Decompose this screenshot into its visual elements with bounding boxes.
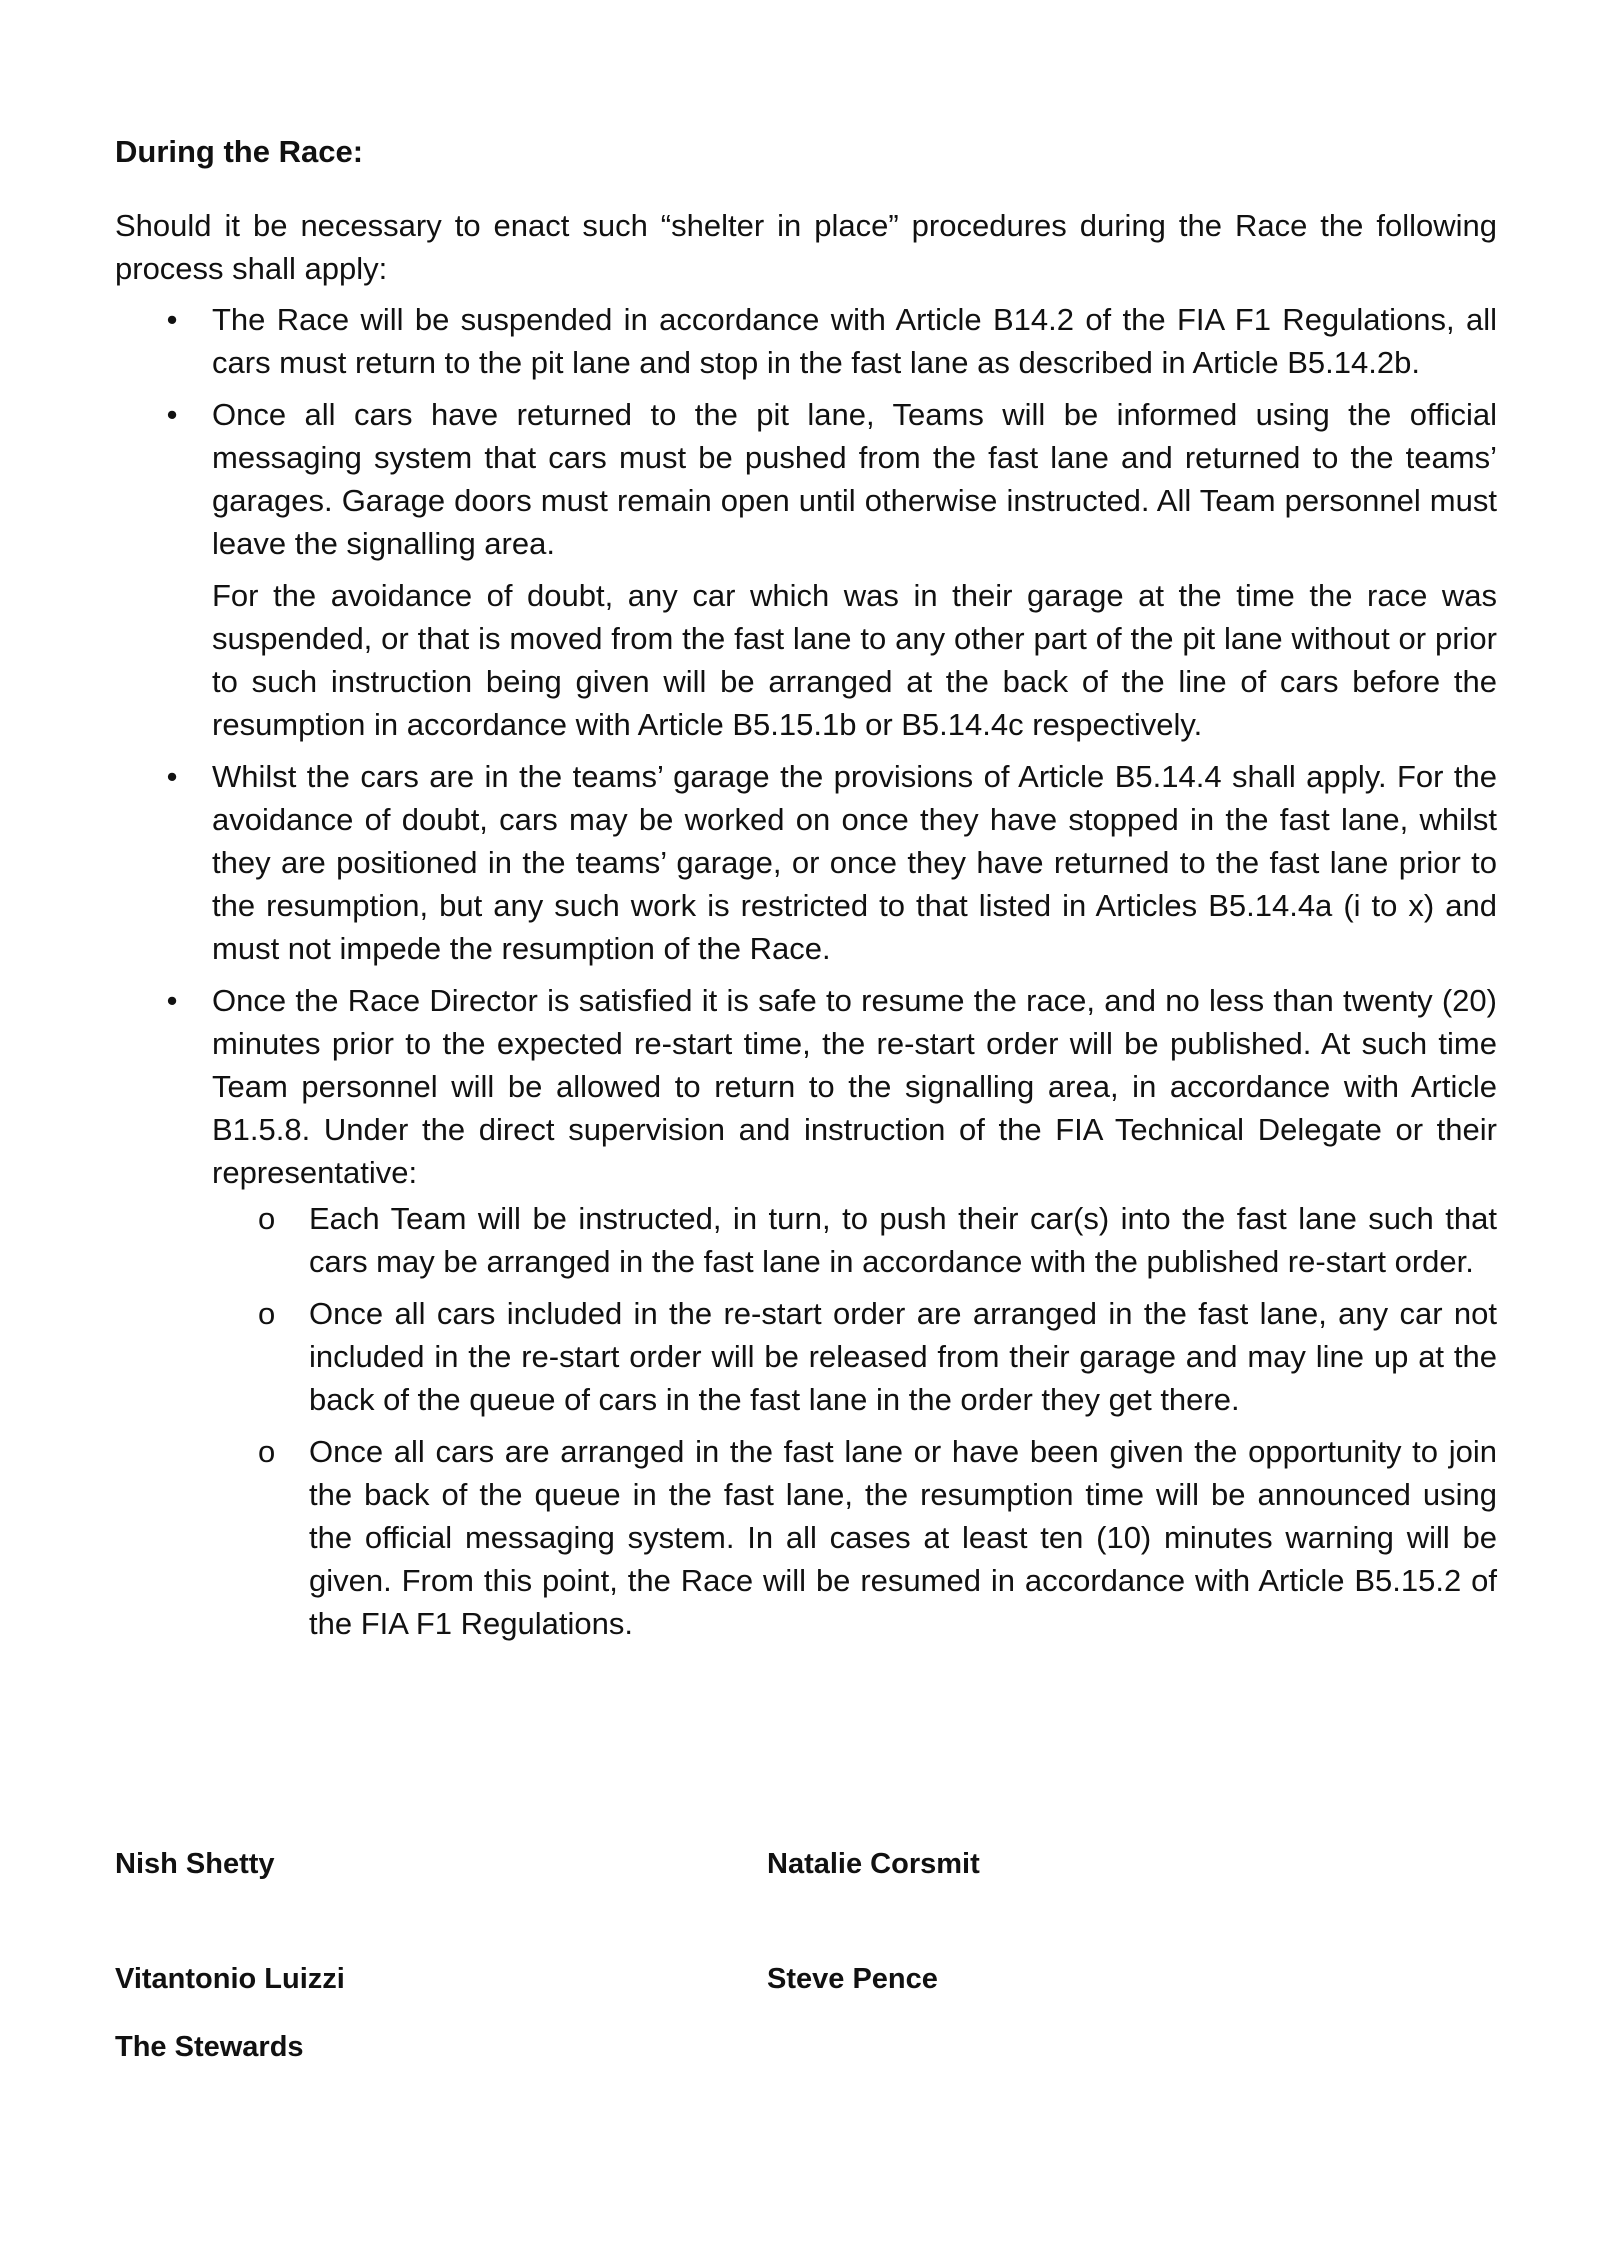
signatory-natalie-corsmit: Natalie Corsmit (767, 1848, 980, 1880)
sub-procedure-text: Once all cars are arranged in the fast lane or have been given the opportunity to join the back of the queue in the fast lane, the resumption time will be announced using the official messaging system. In all cases at least ten (10) minutes warning will be given. From this point, the Race will be resumed in accordance with Article B5.15.2 of the FIA F1 Regulations. (309, 1434, 1497, 1641)
procedure-item-3 (115, 755, 1497, 970)
procedure-text: Once all cars have returned to the pit lane, Teams will be informed using the official messaging system that cars must be pushed from the fast lane and returned to the teams’ garages. Garage doors must remain open until otherwise instructed. All Team personnel must leave the signalling area. (212, 397, 1497, 561)
sub-procedure-item-1 (212, 1197, 1497, 1283)
signatory-vitantonio-luizzi: Vitantonio Luizzi (115, 1963, 345, 1995)
sub-procedure-list (212, 1197, 1497, 1645)
bullet-marker: • (166, 302, 178, 337)
procedure-item-1 (115, 298, 1497, 384)
procedure-list (115, 298, 1497, 1645)
bullet-marker: • (166, 397, 178, 432)
procedure-item-4 (115, 979, 1497, 1645)
sub-bullet-marker: o (258, 1296, 276, 1331)
stewards-label: The Stewards (115, 2031, 304, 2063)
procedure-item-2 (115, 393, 1497, 746)
bullet-marker: • (166, 983, 178, 1018)
sub-procedure-item-3 (212, 1430, 1497, 1645)
bullet-marker: • (166, 759, 178, 794)
sub-procedure-item-2 (212, 1292, 1497, 1421)
sub-procedure-text: Once all cars included in the re-start order are arranged in the fast lane, any car not included in the re-start order will be released from their garage and may line up at the back of the queue of cars in the fast lane in the order they get there. (309, 1296, 1497, 1417)
procedure-text: The Race will be suspended in accordance with Article B14.2 of the FIA F1 Regulations, all cars must return to the pit lane and stop in the fast lane as described in Article B5.14.2b. (212, 302, 1497, 380)
sub-bullet-marker: o (258, 1201, 276, 1236)
sub-procedure-text: Each Team will be instructed, in turn, to push their car(s) into the fast lane such that cars may be arranged in the fast lane in accordance with the published re-start order. (309, 1201, 1497, 1279)
section-heading: During the Race: (115, 134, 364, 169)
intro-paragraph: Should it be necessary to enact such “shelter in place” procedures during the Race the following process shall apply: (115, 208, 1497, 286)
procedure-text: For the avoidance of doubt, any car which was in their garage at the time the race was suspended, or that is moved from the fast lane to any other part of the pit lane without or prior to such instruction being given will be arranged at the back of the line of cars before the resumption in accordance with Article B5.15.1b or B5.14.4c respectively. (212, 578, 1497, 742)
procedure-text: Once the Race Director is satisfied it is safe to resume the race, and no less than twenty (20) minutes prior to the expected re-start time, the re-start order will be published. At such time Team personnel will be allowed to return to the signalling area, in accordance with Article B1.5.8. Under the direct supervision and instruction of the FIA Technical Delegate or their representative: (212, 983, 1497, 1190)
signatory-steve-pence: Steve Pence (767, 1963, 938, 1995)
procedure-text: Whilst the cars are in the teams’ garage the provisions of Article B5.14.4 shall apply. For the avoidance of doubt, cars may be worked on once they have stopped in the fast lane, whilst they are positioned in the teams’ garage, or once they have returned to the fast lane prior to the resumption, but any such work is restricted to that listed in Articles B5.14.4a (i to x) and must not impede the resumption of the Race. (212, 759, 1497, 966)
sub-bullet-marker: o (258, 1434, 276, 1469)
signatory-nish-shetty: Nish Shetty (115, 1848, 275, 1880)
document-body (115, 130, 1497, 1654)
